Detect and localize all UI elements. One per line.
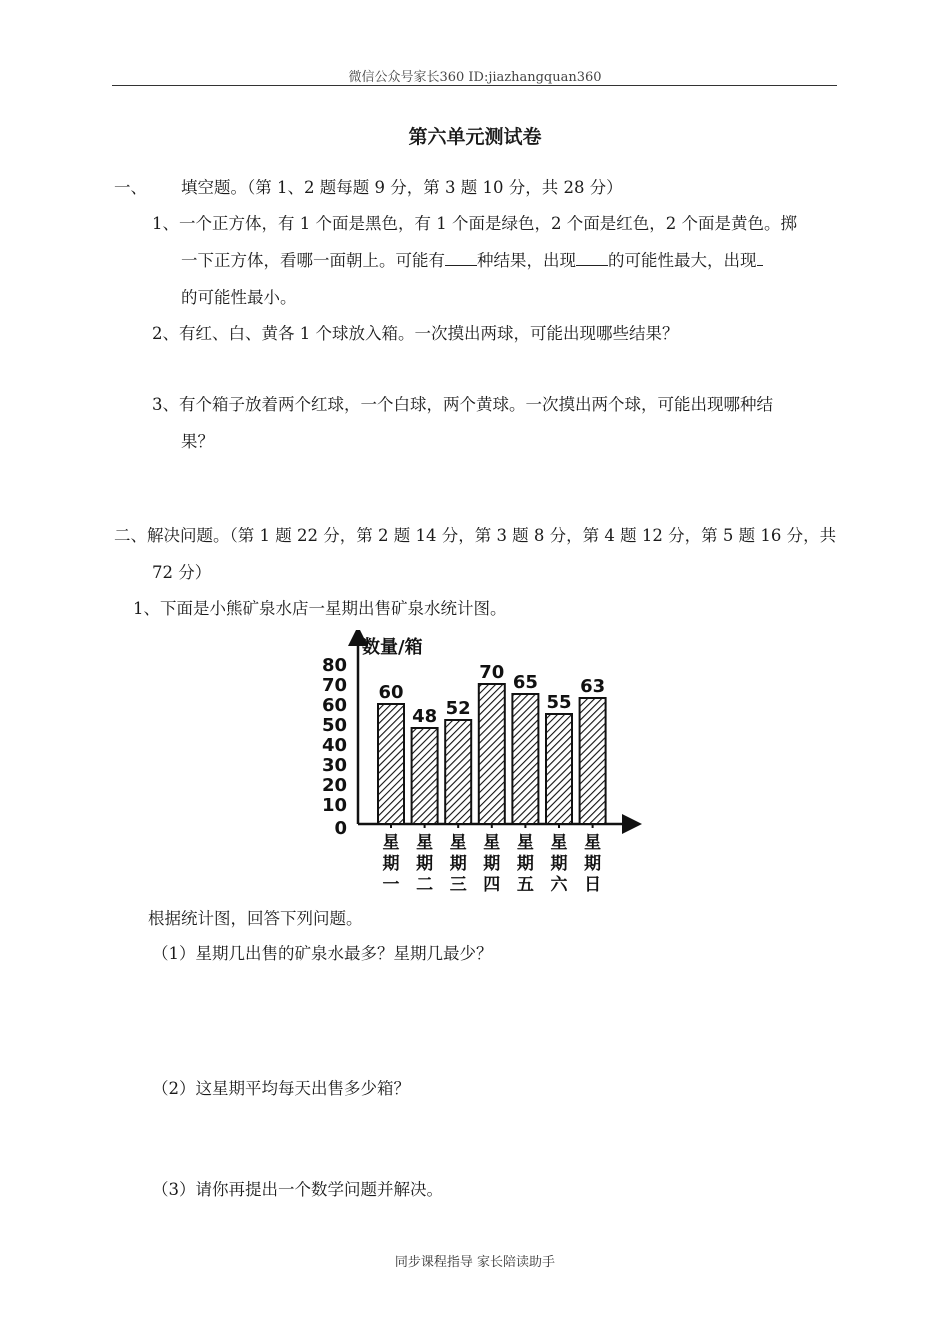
x-tick-label: 期 bbox=[483, 854, 501, 874]
x-tick-label: 六 bbox=[550, 875, 568, 892]
section2-heading-line2: 72 分） bbox=[152, 563, 212, 582]
bar-value-label: 60 bbox=[378, 682, 404, 703]
x-tick-label: 期 bbox=[382, 854, 400, 874]
section2-heading-line1: 二、解决问题。（第 1 题 22 分，第 2 题 14 分，第 3 题 8 分，第 4 题 12 分，第 5 题 16 分，共 bbox=[114, 526, 837, 545]
y-tick-label: 60 bbox=[321, 695, 347, 716]
bar-value-label: 65 bbox=[512, 672, 538, 693]
bar bbox=[378, 704, 404, 824]
bar bbox=[445, 720, 471, 824]
sub-question-2: （2）这星期平均每天出售多少箱？ bbox=[152, 1079, 410, 1098]
bar bbox=[412, 728, 438, 824]
bar bbox=[580, 698, 606, 824]
y-tick-label: 20 bbox=[321, 775, 347, 796]
x-tick-label: 期 bbox=[449, 854, 467, 874]
x-tick-label: 日 bbox=[584, 875, 602, 892]
x-tick-label: 星 bbox=[483, 833, 501, 853]
x-tick-label: 星 bbox=[382, 833, 400, 853]
q1-text-b: 种结果，出现 bbox=[477, 251, 576, 270]
x-tick-label: 一 bbox=[382, 875, 400, 892]
x-tick-label: 星 bbox=[584, 833, 602, 853]
y-tick-label: 30 bbox=[321, 755, 347, 776]
answer-blank-2[interactable] bbox=[576, 251, 608, 266]
answer-blank-1[interactable] bbox=[445, 251, 477, 266]
bar-value-label: 55 bbox=[546, 692, 572, 713]
y-tick-label: 10 bbox=[321, 795, 347, 816]
page-title: 第六单元测试卷 bbox=[408, 126, 542, 148]
y-tick-label: 40 bbox=[321, 735, 347, 756]
x-tick-label: 星 bbox=[550, 833, 568, 853]
x-tick-label: 二 bbox=[416, 875, 434, 892]
page-header: 微信公众号家长360 ID:jiazhangquan360 bbox=[348, 70, 602, 85]
bar-value-label: 70 bbox=[479, 662, 505, 683]
x-tick-label: 四 bbox=[483, 875, 501, 892]
bar-value-label: 48 bbox=[412, 706, 438, 727]
y-tick-label: 80 bbox=[321, 655, 347, 676]
q3-line2: 果？ bbox=[181, 432, 214, 451]
sub-question-3: （3）请你再提出一个数学问题并解决。 bbox=[152, 1180, 443, 1199]
page-footer: 同步课程指导 家长陪读助手 bbox=[394, 1255, 556, 1270]
header-divider bbox=[112, 85, 837, 86]
q1-line1: 1、一个正方体，有 1 个面是黑色，有 1 个面是绿色，2 个面是红色，2 个面是黄色。掷 bbox=[152, 214, 797, 233]
y-tick-label: 70 bbox=[321, 675, 347, 696]
section1-number: 一、 bbox=[114, 178, 147, 197]
bar-chart bbox=[316, 630, 642, 892]
x-tick-label: 星 bbox=[516, 833, 534, 853]
q2-text: 2、有红、白、黄各 1 个球放入箱。一次摸出两球，可能出现哪些结果？ bbox=[152, 324, 679, 343]
q1-line2 bbox=[181, 247, 763, 271]
q1-line3: 的可能性最小。 bbox=[181, 288, 297, 307]
sub-question-1: （1）星期几出售的矿泉水最多？星期几最少？ bbox=[152, 944, 493, 963]
x-tick-label: 五 bbox=[516, 875, 534, 892]
bar bbox=[546, 714, 572, 824]
bar bbox=[512, 694, 538, 824]
y-axis-label: 数量/箱 bbox=[362, 637, 423, 658]
s2-q1-text: 1、下面是小熊矿泉水店一星期出售矿泉水统计图。 bbox=[133, 599, 507, 618]
answer-blank-3[interactable] bbox=[757, 251, 763, 266]
x-tick-label: 期 bbox=[584, 854, 602, 874]
x-tick-label: 期 bbox=[416, 854, 434, 874]
x-tick-label: 三 bbox=[449, 875, 467, 892]
q3-line1: 3、有个箱子放着两个红球，一个白球，两个黄球。一次摸出两个球，可能出现哪种结 bbox=[152, 395, 773, 414]
x-tick-label: 期 bbox=[516, 854, 534, 874]
x-tick-label: 星 bbox=[416, 833, 434, 853]
chart-prompt: 根据统计图，回答下列问题。 bbox=[148, 909, 363, 928]
q1-text-a: 一下正方体，看哪一面朝上。可能有 bbox=[181, 251, 445, 270]
q1-text-c: 的可能性最大，出现 bbox=[608, 251, 757, 270]
bar-value-label: 52 bbox=[445, 698, 471, 719]
section1-heading: 填空题。（第 1、2 题每题 9 分，第 3 题 10 分，共 28 分） bbox=[181, 178, 623, 197]
y-tick-label: 50 bbox=[321, 715, 347, 736]
x-tick-label: 期 bbox=[550, 854, 568, 874]
bar bbox=[479, 684, 505, 824]
bar-value-label: 63 bbox=[580, 676, 606, 697]
x-tick-label: 星 bbox=[449, 833, 467, 853]
y-tick-label: 0 bbox=[334, 818, 347, 839]
